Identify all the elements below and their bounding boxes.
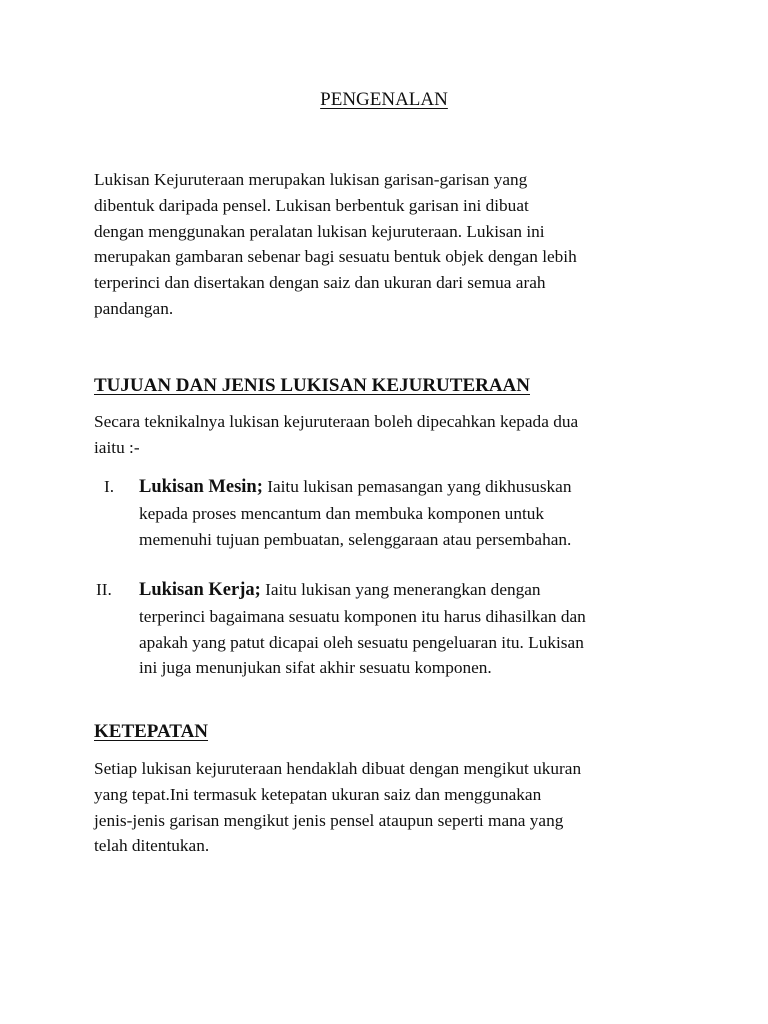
list-item-content	[139, 474, 684, 552]
page-title	[0, 88, 768, 112]
list-numeral: I.	[104, 477, 115, 496]
intro-line: merupakan gambaran sebenar bagi sesuatu bentuk objek dengan lebih	[94, 247, 577, 267]
intro-paragraph	[94, 167, 684, 322]
page-title-text: PENGENALAN	[320, 89, 448, 110]
list-item-text: Iaitu lukisan yang menerangkan dengan	[260, 580, 541, 599]
list-item-first-line	[139, 474, 684, 501]
list-item-line: terperinci bagaimana sesuatu komponen itu harus dihasilkan dan	[139, 606, 586, 626]
intro-line: terperinci dan disertakan dengan saiz dan ukuran dari semua arah	[94, 273, 546, 293]
list-item-line: kepada proses mencantum dan membuka komponen untuk	[139, 503, 545, 523]
intro-line: dengan menggunakan peralatan lukisan kejuruteraan. Lukisan ini	[94, 221, 545, 241]
ketepatan-line: telah ditentukan.	[94, 836, 210, 856]
intro-line: Lukisan Kejuruteraan merupakan lukisan garisan-garisan yang	[94, 170, 528, 189]
list-item-text: Iaitu lukisan pemasangan yang dikhususkan	[262, 477, 572, 496]
section-heading-tujuan: TUJUAN DAN JENIS LUKISAN KEJURUTERAAN	[94, 375, 530, 396]
section1-lead	[94, 409, 684, 461]
list-item-content	[139, 577, 684, 681]
list-item-term: Lukisan Mesin;	[139, 477, 263, 497]
intro-line: dibentuk daripada pensel. Lukisan berbentuk garisan ini dibuat	[94, 195, 529, 215]
list-item-line: memenuhi tujuan pembuatan, selenggaraan atau persembahan.	[139, 529, 572, 549]
ketepatan-line: yang tepat.Ini termasuk ketepatan ukuran saiz dan menggunakan	[94, 784, 542, 804]
lead-line: Secara teknikalnya lukisan kejuruteraan boleh dipecahkan kepada dua	[94, 412, 579, 431]
ketepatan-line: jenis-jenis garisan mengikut jenis pensel ataupun seperti mana yang	[94, 810, 564, 830]
ketepatan-line: Setiap lukisan kejuruteraan hendaklah dibuat dengan mengikut ukuran	[94, 759, 582, 778]
list-item-line: ini juga menunjukan sifat akhir sesuatu komponen.	[139, 658, 492, 678]
section2-paragraph	[94, 756, 684, 859]
lead-line: iaitu :-	[94, 437, 140, 457]
intro-line: pandangan.	[94, 298, 174, 318]
list-item-first-line	[139, 577, 684, 604]
list-item-line: apakah yang patut dicapai oleh sesuatu pengeluaran itu. Lukisan	[139, 632, 584, 652]
list-item-term: Lukisan Kerja;	[139, 580, 261, 600]
section-heading-ketepatan: KETEPATAN	[94, 721, 209, 742]
list-numeral: II.	[96, 580, 112, 599]
